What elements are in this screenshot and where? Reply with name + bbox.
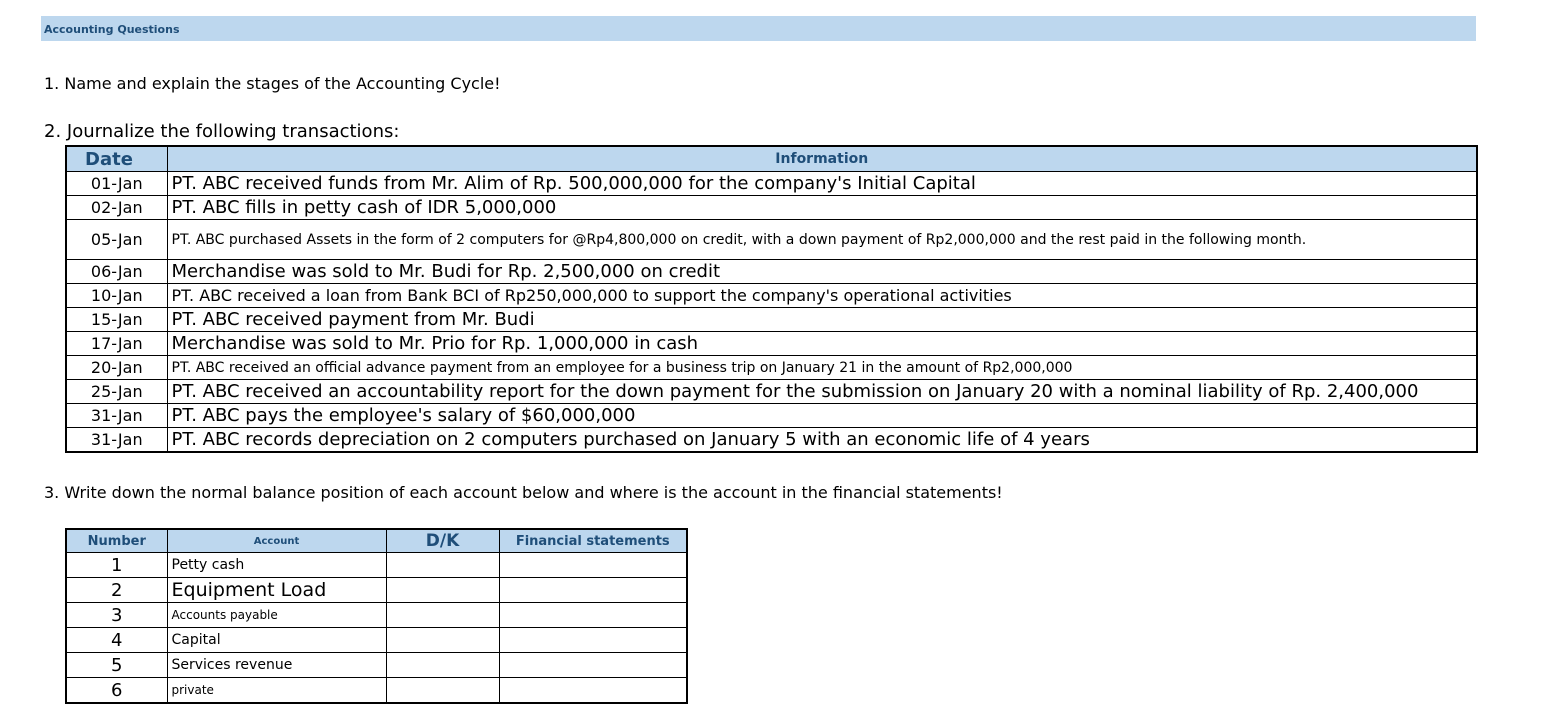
table-row (66, 284, 1477, 308)
information-cell[interactable]: Merchandise was sold to Mr. Prio for Rp. 1,000,000 in cash (167, 332, 1477, 356)
date-cell[interactable]: 31-Jan (66, 404, 167, 428)
table-row (66, 428, 1477, 452)
dk-cell[interactable] (386, 653, 499, 678)
accounts-header-row (66, 529, 687, 553)
account-cell[interactable]: private (167, 678, 386, 704)
information-cell[interactable]: PT. ABC received payment from Mr. Budi (167, 308, 1477, 332)
date-cell[interactable]: 17-Jan (66, 332, 167, 356)
number-cell[interactable]: 3 (66, 603, 167, 628)
account-cell[interactable]: Accounts payable (167, 603, 386, 628)
financial-statements-cell[interactable] (499, 578, 687, 603)
information-cell[interactable]: PT. ABC pays the employee's salary of $60,000,000 (167, 404, 1477, 428)
number-cell[interactable]: 1 (66, 553, 167, 578)
date-cell[interactable]: 06-Jan (66, 260, 167, 284)
account-cell[interactable]: Equipment Load (167, 578, 386, 603)
sheet-header-bar (41, 16, 1476, 41)
accounts-table (65, 528, 688, 704)
sheet-title: Accounting Questions (44, 23, 180, 36)
account-cell[interactable]: Services revenue (167, 653, 386, 678)
date-cell[interactable]: 31-Jan (66, 428, 167, 452)
dk-cell[interactable] (386, 578, 499, 603)
table-row (66, 308, 1477, 332)
table-row (66, 653, 687, 678)
transactions-header-row (66, 146, 1477, 172)
table-row (66, 603, 687, 628)
transactions-table (65, 145, 1478, 453)
table-row (66, 356, 1477, 380)
financial-statements-cell[interactable] (499, 678, 687, 704)
financial-statements-cell[interactable] (499, 603, 687, 628)
information-cell[interactable]: PT. ABC received an official advance payment from an employee for a business trip on January 21 in the amount of Rp2,000,000 (167, 356, 1477, 380)
dk-cell[interactable] (386, 603, 499, 628)
date-cell[interactable]: 10-Jan (66, 284, 167, 308)
number-cell[interactable]: 6 (66, 678, 167, 704)
information-cell[interactable]: PT. ABC received a loan from Bank BCI of Rp250,000,000 to support the company's operational activities (167, 284, 1477, 308)
dk-cell[interactable] (386, 678, 499, 704)
account-cell[interactable]: Petty cash (167, 553, 386, 578)
dk-cell[interactable] (386, 628, 499, 653)
number-cell[interactable]: 4 (66, 628, 167, 653)
table-row (66, 553, 687, 578)
information-cell[interactable]: PT. ABC fills in petty cash of IDR 5,000,000 (167, 196, 1477, 220)
date-cell[interactable]: 02-Jan (66, 196, 167, 220)
table-row (66, 332, 1477, 356)
table-row (66, 220, 1477, 260)
table-row (66, 172, 1477, 196)
date-cell[interactable]: 25-Jan (66, 380, 167, 404)
financial-statements-cell[interactable] (499, 653, 687, 678)
dk-column-header[interactable]: D/K (386, 529, 499, 553)
table-row (66, 628, 687, 653)
financial-statements-cell[interactable] (499, 628, 687, 653)
information-cell[interactable]: Merchandise was sold to Mr. Budi for Rp. 2,500,000 on credit (167, 260, 1477, 284)
date-cell[interactable]: 20-Jan (66, 356, 167, 380)
question-2: 2. Journalize the following transactions: (44, 121, 400, 142)
number-cell[interactable]: 2 (66, 578, 167, 603)
table-row (66, 578, 687, 603)
information-cell[interactable]: PT. ABC records depreciation on 2 computers purchased on January 5 with an economic life of 4 years (167, 428, 1477, 452)
number-cell[interactable]: 5 (66, 653, 167, 678)
information-cell[interactable]: PT. ABC received an accountability report for the down payment for the submission on January 20 with a nominal liability of Rp. 2,400,000 (167, 380, 1477, 404)
account-cell[interactable]: Capital (167, 628, 386, 653)
information-cell[interactable]: PT. ABC purchased Assets in the form of 2 computers for @Rp4,800,000 on credit, with a down payment of Rp2,000,000 and the rest paid in the following month. (167, 220, 1477, 260)
financial-statements-column-header[interactable]: Financial statements (499, 529, 687, 553)
date-column-header[interactable]: Date (66, 146, 167, 172)
dk-cell[interactable] (386, 553, 499, 578)
table-row (66, 404, 1477, 428)
account-column-header[interactable]: Account (167, 529, 386, 553)
question-1: 1. Name and explain the stages of the Accounting Cycle! (44, 74, 501, 93)
table-row (66, 678, 687, 704)
date-cell[interactable]: 01-Jan (66, 172, 167, 196)
information-column-header[interactable]: Information (167, 146, 1477, 172)
date-cell[interactable]: 05-Jan (66, 220, 167, 260)
information-cell[interactable]: PT. ABC received funds from Mr. Alim of Rp. 500,000,000 for the company's Initial Capital (167, 172, 1477, 196)
date-cell[interactable]: 15-Jan (66, 308, 167, 332)
financial-statements-cell[interactable] (499, 553, 687, 578)
number-column-header[interactable]: Number (66, 529, 167, 553)
table-row (66, 380, 1477, 404)
table-row (66, 260, 1477, 284)
question-3: 3. Write down the normal balance position of each account below and where is the account in the financial statements! (44, 483, 1003, 502)
table-row (66, 196, 1477, 220)
